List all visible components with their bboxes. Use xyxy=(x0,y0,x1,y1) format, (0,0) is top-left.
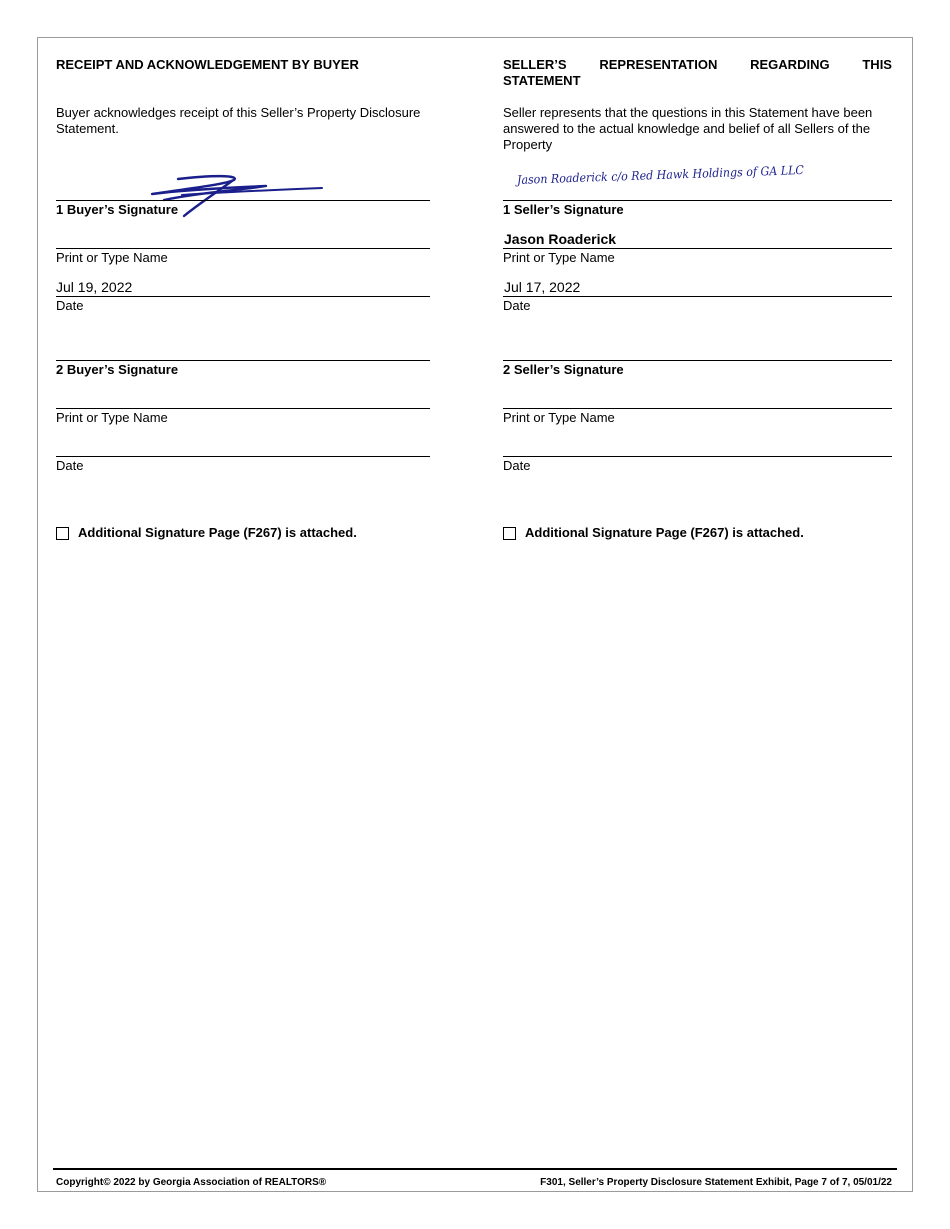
seller-additional-page-checkbox[interactable] xyxy=(503,527,516,540)
buyer-1-date-line[interactable] xyxy=(56,296,430,297)
seller-1-signature-label: 1 Seller’s Signature xyxy=(503,202,624,217)
seller-1-name-value: Jason Roaderick xyxy=(504,231,617,247)
seller-heading-word: THIS xyxy=(862,57,892,72)
seller-2-name-line[interactable] xyxy=(503,408,892,409)
footer-form-info: F301, Seller’s Property Disclosure Statement Exhibit, Page 7 of 7, 05/01/22 xyxy=(540,1177,892,1188)
buyer-acknowledgement-text: Buyer acknowledges receipt of this Seller’s Property Disclosure Statement. xyxy=(56,105,421,136)
seller-heading-line-1 xyxy=(503,57,892,73)
seller-additional-page-option[interactable] xyxy=(503,525,804,541)
buyer-heading: RECEIPT AND ACKNOWLEDGEMENT BY BUYER xyxy=(56,57,359,72)
buyer-additional-page-option[interactable] xyxy=(56,525,357,541)
buyer-additional-page-label: Additional Signature Page (F267) is attached. xyxy=(78,525,357,540)
seller-heading-line-2: STATEMENT xyxy=(503,73,581,88)
seller-2-date-line[interactable] xyxy=(503,456,892,457)
buyer-1-signature-line[interactable] xyxy=(56,200,430,201)
seller-representation-text: Seller represents that the questions in this Statement have been answered to the actual knowledge and belief of all Sellers of the Property xyxy=(503,105,873,152)
seller-1-date-value: Jul 17, 2022 xyxy=(504,279,581,295)
buyer-2-date-line[interactable] xyxy=(56,456,430,457)
buyer-1-date-label: Date xyxy=(56,298,84,313)
seller-heading-word: SELLER’S xyxy=(503,57,567,72)
seller-heading-word: REGARDING xyxy=(750,57,830,72)
seller-heading-word: REPRESENTATION xyxy=(599,57,718,72)
buyer-additional-page-checkbox[interactable] xyxy=(56,527,69,540)
footer-copyright: Copyright© 2022 by Georgia Association of REALTORS® xyxy=(56,1177,327,1188)
seller-signature-script: Jason Roaderick c/o Red Hawk Holdings of GA LLC xyxy=(516,162,805,187)
buyer-1-date-value: Jul 19, 2022 xyxy=(56,279,133,295)
seller-1-signature-line[interactable] xyxy=(503,200,892,201)
buyer-2-signature-label: 2 Buyer’s Signature xyxy=(56,362,179,377)
buyer-1-name-line[interactable] xyxy=(56,248,430,249)
seller-heading xyxy=(503,57,892,89)
seller-1-name-line[interactable] xyxy=(503,248,892,249)
seller-2-date-label: Date xyxy=(503,458,531,473)
buyer-2-name-line[interactable] xyxy=(56,408,430,409)
seller-2-signature-line[interactable] xyxy=(503,360,892,361)
seller-1-date-line[interactable] xyxy=(503,296,892,297)
buyer-2-signature-line[interactable] xyxy=(56,360,430,361)
buyer-2-name-label: Print or Type Name xyxy=(56,410,168,425)
buyer-1-name-label: Print or Type Name xyxy=(56,250,168,265)
seller-1-date-label: Date xyxy=(503,298,531,313)
seller-2-name-label: Print or Type Name xyxy=(503,410,615,425)
footer-rule xyxy=(53,1168,897,1170)
buyer-1-signature-label: 1 Buyer’s Signature xyxy=(56,202,179,217)
seller-2-signature-label: 2 Seller’s Signature xyxy=(503,362,624,377)
buyer-2-date-label: Date xyxy=(56,458,84,473)
seller-1-name-label: Print or Type Name xyxy=(503,250,615,265)
seller-additional-page-label: Additional Signature Page (F267) is attached. xyxy=(525,525,804,540)
